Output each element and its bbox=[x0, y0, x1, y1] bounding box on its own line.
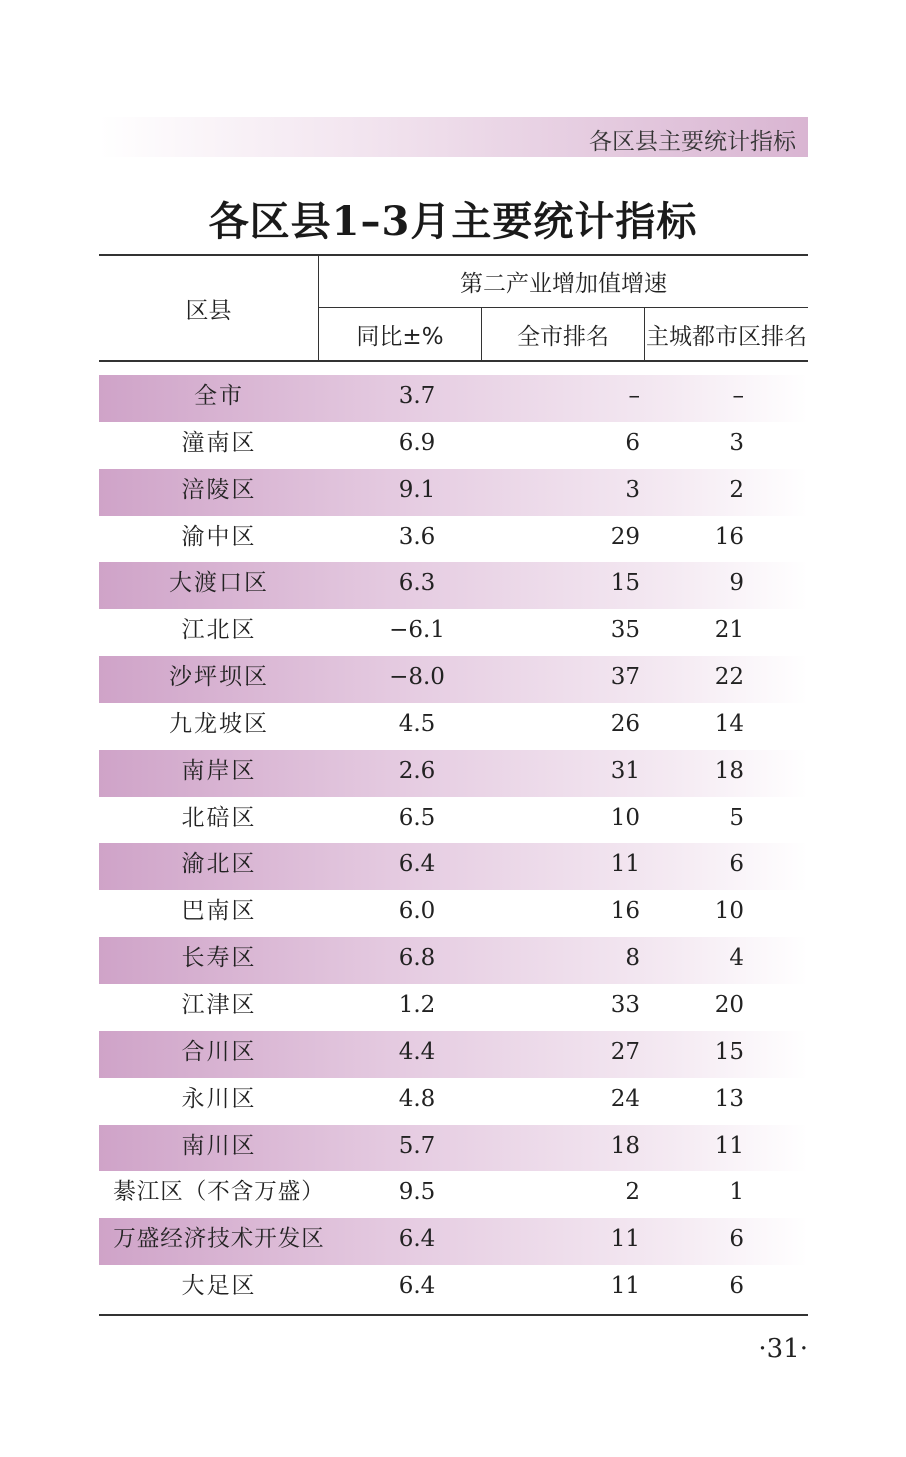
county-name: 大足区 bbox=[181, 1273, 257, 1300]
county-name: 九龙坡区 bbox=[169, 710, 269, 737]
table-row bbox=[99, 703, 808, 750]
table-row bbox=[99, 656, 808, 703]
county-name: 万盛经济技术开发区 bbox=[113, 1226, 325, 1253]
county-name: 渝中区 bbox=[181, 523, 257, 550]
city-rank-value: 18 bbox=[610, 1132, 640, 1159]
main-city-rank-value: 6 bbox=[729, 1226, 744, 1253]
page-number: ·31· bbox=[758, 1334, 808, 1364]
table-row bbox=[99, 469, 808, 516]
county-name: 全市 bbox=[194, 383, 244, 409]
table-row bbox=[99, 375, 808, 422]
table-row bbox=[99, 1125, 808, 1172]
city-rank-value: 26 bbox=[610, 710, 640, 737]
county-name: 南川区 bbox=[181, 1132, 257, 1159]
yoy-value: 5.7 bbox=[398, 1132, 436, 1159]
yoy-value: 6.3 bbox=[398, 570, 436, 597]
main-city-rank-value: 3 bbox=[729, 429, 744, 456]
county-name: 合川区 bbox=[181, 1038, 257, 1065]
yoy-value: 6.8 bbox=[398, 945, 436, 972]
city-rank-value: 11 bbox=[610, 1226, 640, 1253]
main-city-rank-value: 6 bbox=[729, 851, 744, 878]
city-rank-value: 35 bbox=[610, 617, 640, 644]
city-rank-value: 10 bbox=[610, 804, 640, 831]
main-city-rank-value: 10 bbox=[714, 898, 744, 925]
yoy-value: −6.1 bbox=[389, 617, 445, 644]
city-rank-value: 8 bbox=[625, 945, 640, 972]
main-city-rank-value: 15 bbox=[714, 1038, 744, 1065]
yoy-value: 6.9 bbox=[398, 429, 436, 456]
main-city-rank-value: 6 bbox=[729, 1273, 744, 1300]
city-rank-value: 2 bbox=[625, 1179, 640, 1206]
table-row bbox=[99, 516, 808, 563]
city-rank-value: 15 bbox=[610, 570, 640, 597]
city-rank-value: 3 bbox=[625, 476, 640, 503]
table-row bbox=[99, 1265, 808, 1312]
county-name: 渝北区 bbox=[181, 851, 257, 878]
table-row bbox=[99, 1031, 808, 1078]
table-row bbox=[99, 937, 808, 984]
main-city-rank-value: 2 bbox=[729, 476, 744, 503]
county-name: 江津区 bbox=[181, 991, 257, 1018]
table-row bbox=[99, 1218, 808, 1265]
yoy-value: 6.0 bbox=[398, 898, 436, 925]
table-row bbox=[99, 1078, 808, 1125]
city-rank-value: 11 bbox=[610, 1273, 640, 1300]
table-row bbox=[99, 609, 808, 656]
county-name: 綦江区（不含万盛） bbox=[113, 1179, 325, 1206]
header-main-city-rank: 主城都市区排名 bbox=[646, 323, 807, 350]
county-name: 长寿区 bbox=[181, 945, 257, 972]
header-county: 区县 bbox=[99, 256, 319, 360]
yoy-value: 1.2 bbox=[398, 991, 436, 1018]
county-name: 大渡口区 bbox=[169, 570, 269, 597]
city-rank-value: 37 bbox=[610, 664, 640, 691]
section-header-text: 各区县主要统计指标 bbox=[589, 129, 796, 155]
county-name: 北碚区 bbox=[181, 804, 257, 831]
yoy-value: 4.5 bbox=[398, 710, 436, 737]
city-rank-value: 11 bbox=[610, 851, 640, 878]
city-rank-value: 16 bbox=[610, 898, 640, 925]
yoy-value: −8.0 bbox=[389, 664, 445, 691]
yoy-value: 6.4 bbox=[398, 1226, 436, 1253]
header-group-secondary-industry: 第二产业增加值增速 bbox=[319, 256, 808, 308]
county-name: 涪陵区 bbox=[181, 476, 257, 503]
main-city-rank-value: 9 bbox=[729, 570, 744, 597]
yoy-value: 6.4 bbox=[398, 851, 436, 878]
yoy-value: 3.6 bbox=[398, 523, 436, 550]
main-city-rank-value: 4 bbox=[729, 945, 744, 972]
yoy-value: 4.4 bbox=[398, 1038, 436, 1065]
table-row bbox=[99, 797, 808, 844]
county-name: 潼南区 bbox=[181, 429, 257, 456]
yoy-value: 9.1 bbox=[398, 476, 436, 503]
county-name: 江北区 bbox=[181, 617, 257, 644]
section-header-bar bbox=[99, 117, 808, 157]
main-city-rank-value: 14 bbox=[714, 710, 744, 737]
main-city-rank-value: 13 bbox=[714, 1085, 744, 1112]
main-city-rank-value: 11 bbox=[714, 1132, 744, 1159]
city-rank-value: 33 bbox=[610, 991, 640, 1018]
city-rank-value: 31 bbox=[610, 757, 640, 784]
county-name: 巴南区 bbox=[181, 898, 257, 925]
main-city-rank-value: 20 bbox=[714, 991, 744, 1018]
table-row bbox=[99, 1171, 808, 1218]
county-name: 永川区 bbox=[181, 1085, 257, 1112]
main-city-rank-value: – bbox=[732, 383, 744, 409]
page-title: 各区县1–3月主要统计指标 bbox=[208, 198, 698, 245]
main-city-rank-value: 16 bbox=[714, 523, 744, 550]
city-rank-value: 24 bbox=[610, 1085, 640, 1112]
yoy-value: 6.5 bbox=[398, 804, 436, 831]
county-name: 南岸区 bbox=[181, 757, 257, 784]
table-row bbox=[99, 422, 808, 469]
county-name: 沙坪坝区 bbox=[169, 664, 269, 691]
table-body bbox=[99, 375, 808, 1312]
city-rank-value: 29 bbox=[610, 523, 640, 550]
main-city-rank-value: 5 bbox=[729, 804, 744, 831]
header-yoy: 同比±% bbox=[319, 308, 482, 360]
table-row bbox=[99, 984, 808, 1031]
table-header bbox=[99, 254, 808, 362]
city-rank-value: 27 bbox=[610, 1038, 640, 1065]
main-city-rank-value: 1 bbox=[729, 1179, 744, 1206]
table-row bbox=[99, 843, 808, 890]
yoy-value: 9.5 bbox=[398, 1179, 436, 1206]
table-row bbox=[99, 562, 808, 609]
yoy-value: 4.8 bbox=[398, 1085, 436, 1112]
header-city-rank: 全市排名 bbox=[482, 308, 645, 360]
table-row bbox=[99, 890, 808, 937]
yoy-value: 2.6 bbox=[398, 757, 436, 784]
yoy-value: 3.7 bbox=[398, 383, 436, 409]
main-city-rank-value: 18 bbox=[714, 757, 744, 784]
yoy-value: 6.4 bbox=[398, 1273, 436, 1300]
table-bottom-rule bbox=[99, 1314, 808, 1316]
main-city-rank-value: 22 bbox=[714, 664, 744, 691]
city-rank-value: 6 bbox=[625, 429, 640, 456]
city-rank-value: – bbox=[628, 383, 640, 409]
table-row bbox=[99, 750, 808, 797]
main-city-rank-value: 21 bbox=[714, 617, 744, 644]
